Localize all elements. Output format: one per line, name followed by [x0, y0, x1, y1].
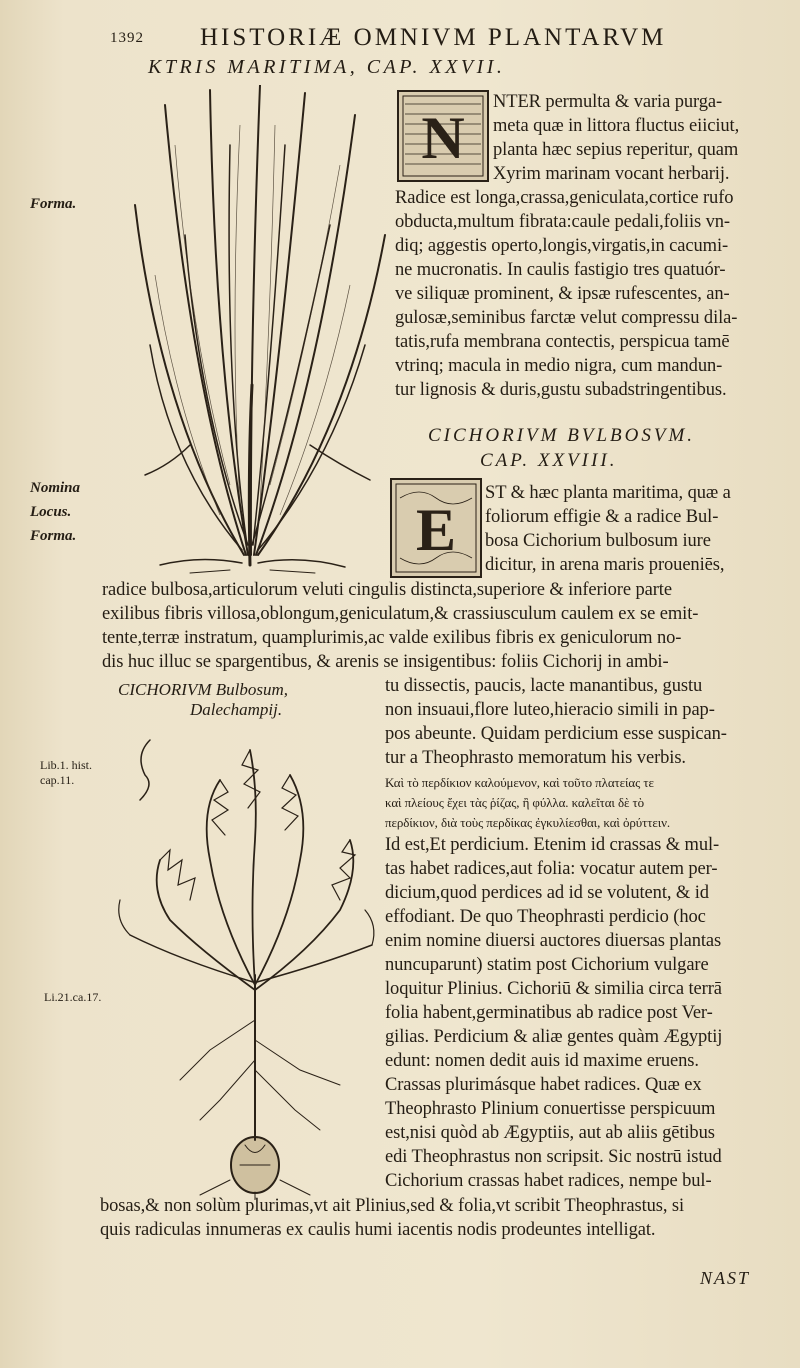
section1-line-2: meta quæ in littora fluctus eiiciut,: [493, 116, 740, 136]
section2-line-30: Cichorium crassas habet radices, nempe bul-: [385, 1171, 712, 1191]
section2-line-16: Id est,Et perdicium. Etenim id crassas & mul-: [385, 835, 720, 855]
section2-line-2: foliorum effigie & a radice Bul-: [485, 507, 719, 527]
section2-line-27: Theophrasto Plinium conuertisse perspicuum: [385, 1099, 716, 1119]
catchword: NAST: [700, 1268, 751, 1288]
cichorium-bulbosum-woodcut-illustration: [110, 720, 380, 1200]
section2-line-11: pos abeunte. Quidam perdicium esse suspican-: [385, 724, 727, 744]
margin-note-forma: Forma.: [30, 196, 77, 212]
section2-line-22: loquitur Plinius. Cichoriū & similia circa terrā: [385, 979, 722, 999]
section2-line-25: edunt: nomen dedit auis id maxime eruens.: [385, 1051, 699, 1071]
section2-line-8: dis huc illuc se spargentibus, & arenis se insigentibus: foliis Cichorij in ambi-: [102, 652, 669, 672]
section2-line-5: radice bulbosa,articulorum veluti cingulis distincta,superiore & inferiore parte: [102, 580, 672, 600]
section2-line-28: est,nisi quòd ab Ægyptiis, aut ab aliis gētibus: [385, 1123, 715, 1143]
section1-line-10: gulosæ,seminibus farctæ velut compressu dila-: [395, 308, 738, 328]
section2-line-23: folia habent,germinatibus ab radice post Ver-: [385, 1003, 713, 1023]
section1-line-5: Radice est longa,crassa,geniculata,cortice rufo: [395, 188, 734, 208]
section1-line-12: vtrinq; macula in medio nigra, cum mandun-: [395, 356, 723, 376]
figure-caption-line-2: Dalechampij.: [190, 700, 283, 719]
section2-line-1: ST & hæc planta maritima, quæ a: [485, 483, 731, 503]
section2-line-12: tur a Theophrasto memoratum his verbis.: [385, 748, 686, 768]
section2-line-21: nuncuparunt) statim post Cichorium vulgare: [385, 955, 709, 975]
xyris-marina-woodcut-illustration: [130, 85, 395, 575]
section2-line-32: quis radiculas innumeras ex caulis humi iacentis nodis prodeuntes intelligat.: [100, 1220, 656, 1240]
section2-line-20: enim nomine diuersi auctores diuersas plantas: [385, 931, 722, 951]
section1-line-6: obducta,multum fibrata:caule pedali,foliis vn-: [395, 212, 730, 232]
section2-line-24: gilias. Perdicium & aliæ gentes quàm Ægyptij: [385, 1027, 723, 1047]
section2-greek-line-2: καὶ πλείους ἔχει τὰς ῥίζας, ἢ φύλλα. καλεῖται δὲ τὸ: [385, 795, 645, 810]
section2-line-29: edi Theophrastus non scripsit. Sic nostrū istud: [385, 1147, 722, 1167]
section2-line-4: dicitur, in arena maris proueniēs,: [485, 555, 725, 575]
section1-line-4: Xyrim marinam vocant herbarij.: [493, 164, 730, 184]
section2-line-6: exilibus fibris villosa,oblongum,geniculatum,& crassiusculum caulem ex se emit-: [102, 604, 699, 624]
margin-note-locus: Locus.: [30, 504, 72, 520]
chapter-title: KTRIS MARITIMA, CAP. XXVII.: [148, 56, 506, 78]
section1-line-7: diq; aggestis operto,longis,virgatis,in cacumi-: [395, 236, 729, 256]
section2-line-18: dicium,quod perdices ad id se volutent, & id: [385, 883, 709, 903]
margin-note-li21: Li.21.ca.17.: [44, 990, 102, 1004]
section2-line-17: tas habet radices,aut folia: vocatur autem per-: [385, 859, 718, 879]
running-title: HISTORIÆ OMNIVM PLANTARVM: [200, 24, 667, 51]
section1-line-3: planta hæc sepius reperitur, quam: [493, 140, 739, 160]
section2-line-31: bosas,& non solùm plurimas,vt ait Plinius,sed & folia,vt scribit Theophrastus, si: [100, 1196, 685, 1216]
section2-line-10: non insuaui,flore luteo,hieracio simili in pap-: [385, 700, 715, 720]
margin-note-forma-2: Forma.: [30, 528, 77, 544]
section2-greek-line-3: περδίκιον, διὰ τοὺς περδίκας ἐγκυλίεσθαι, καὶ ὀρύττειν.: [385, 815, 671, 830]
section2-line-7: tente,terræ instratum, quamplurimis,ac valde exilibus fibris ex geniculorum no-: [102, 628, 682, 648]
section2-greek-line-1: Καὶ τὸ περδίκιον καλούμενον, καὶ τοῦτο πλατείας τε: [385, 775, 654, 790]
margin-note-lib1: Lib.1. hist. cap.11.: [40, 758, 93, 787]
decorated-initial-n: [397, 90, 489, 182]
svg-text:E: E: [415, 497, 457, 563]
section2-line-9: tu dissectis, paucis, lacte manantibus, gustu: [385, 676, 703, 696]
section1-line-13: tur lignosis & duris,gustu subadstringentibus.: [395, 380, 727, 400]
section1-line-1: NTER permulta & varia purga-: [493, 92, 723, 112]
figure-caption-line-1: CICHORIVM Bulbosum,: [118, 680, 288, 699]
section2-title: CICHORIVM BVLBOSVM.: [428, 425, 696, 446]
section2-line-3: bosa Cichorium bulbosum iure: [485, 531, 711, 551]
page-number: 1392: [110, 30, 144, 46]
margin-note-nomina: Nomina: [30, 480, 81, 496]
section1-line-9: ve siliquæ prominent, & ipsæ rufescentes, an-: [395, 284, 730, 304]
section2-line-19: effodiant. De quo Theophrasti perdicio (hoc: [385, 907, 706, 927]
section1-line-8: ne mucronatis. In caulis fastigio tres quatuór-: [395, 260, 726, 280]
svg-text:N: N: [421, 105, 465, 171]
decorated-initial-e: [390, 478, 482, 578]
section2-line-26: Crassas plurimásque habet radices. Quæ ex: [385, 1075, 702, 1095]
section1-line-11: tatis,rufa membrana contectis, perspicua tamē: [395, 332, 730, 352]
section2-subtitle: CAP. XXVIII.: [480, 450, 618, 471]
